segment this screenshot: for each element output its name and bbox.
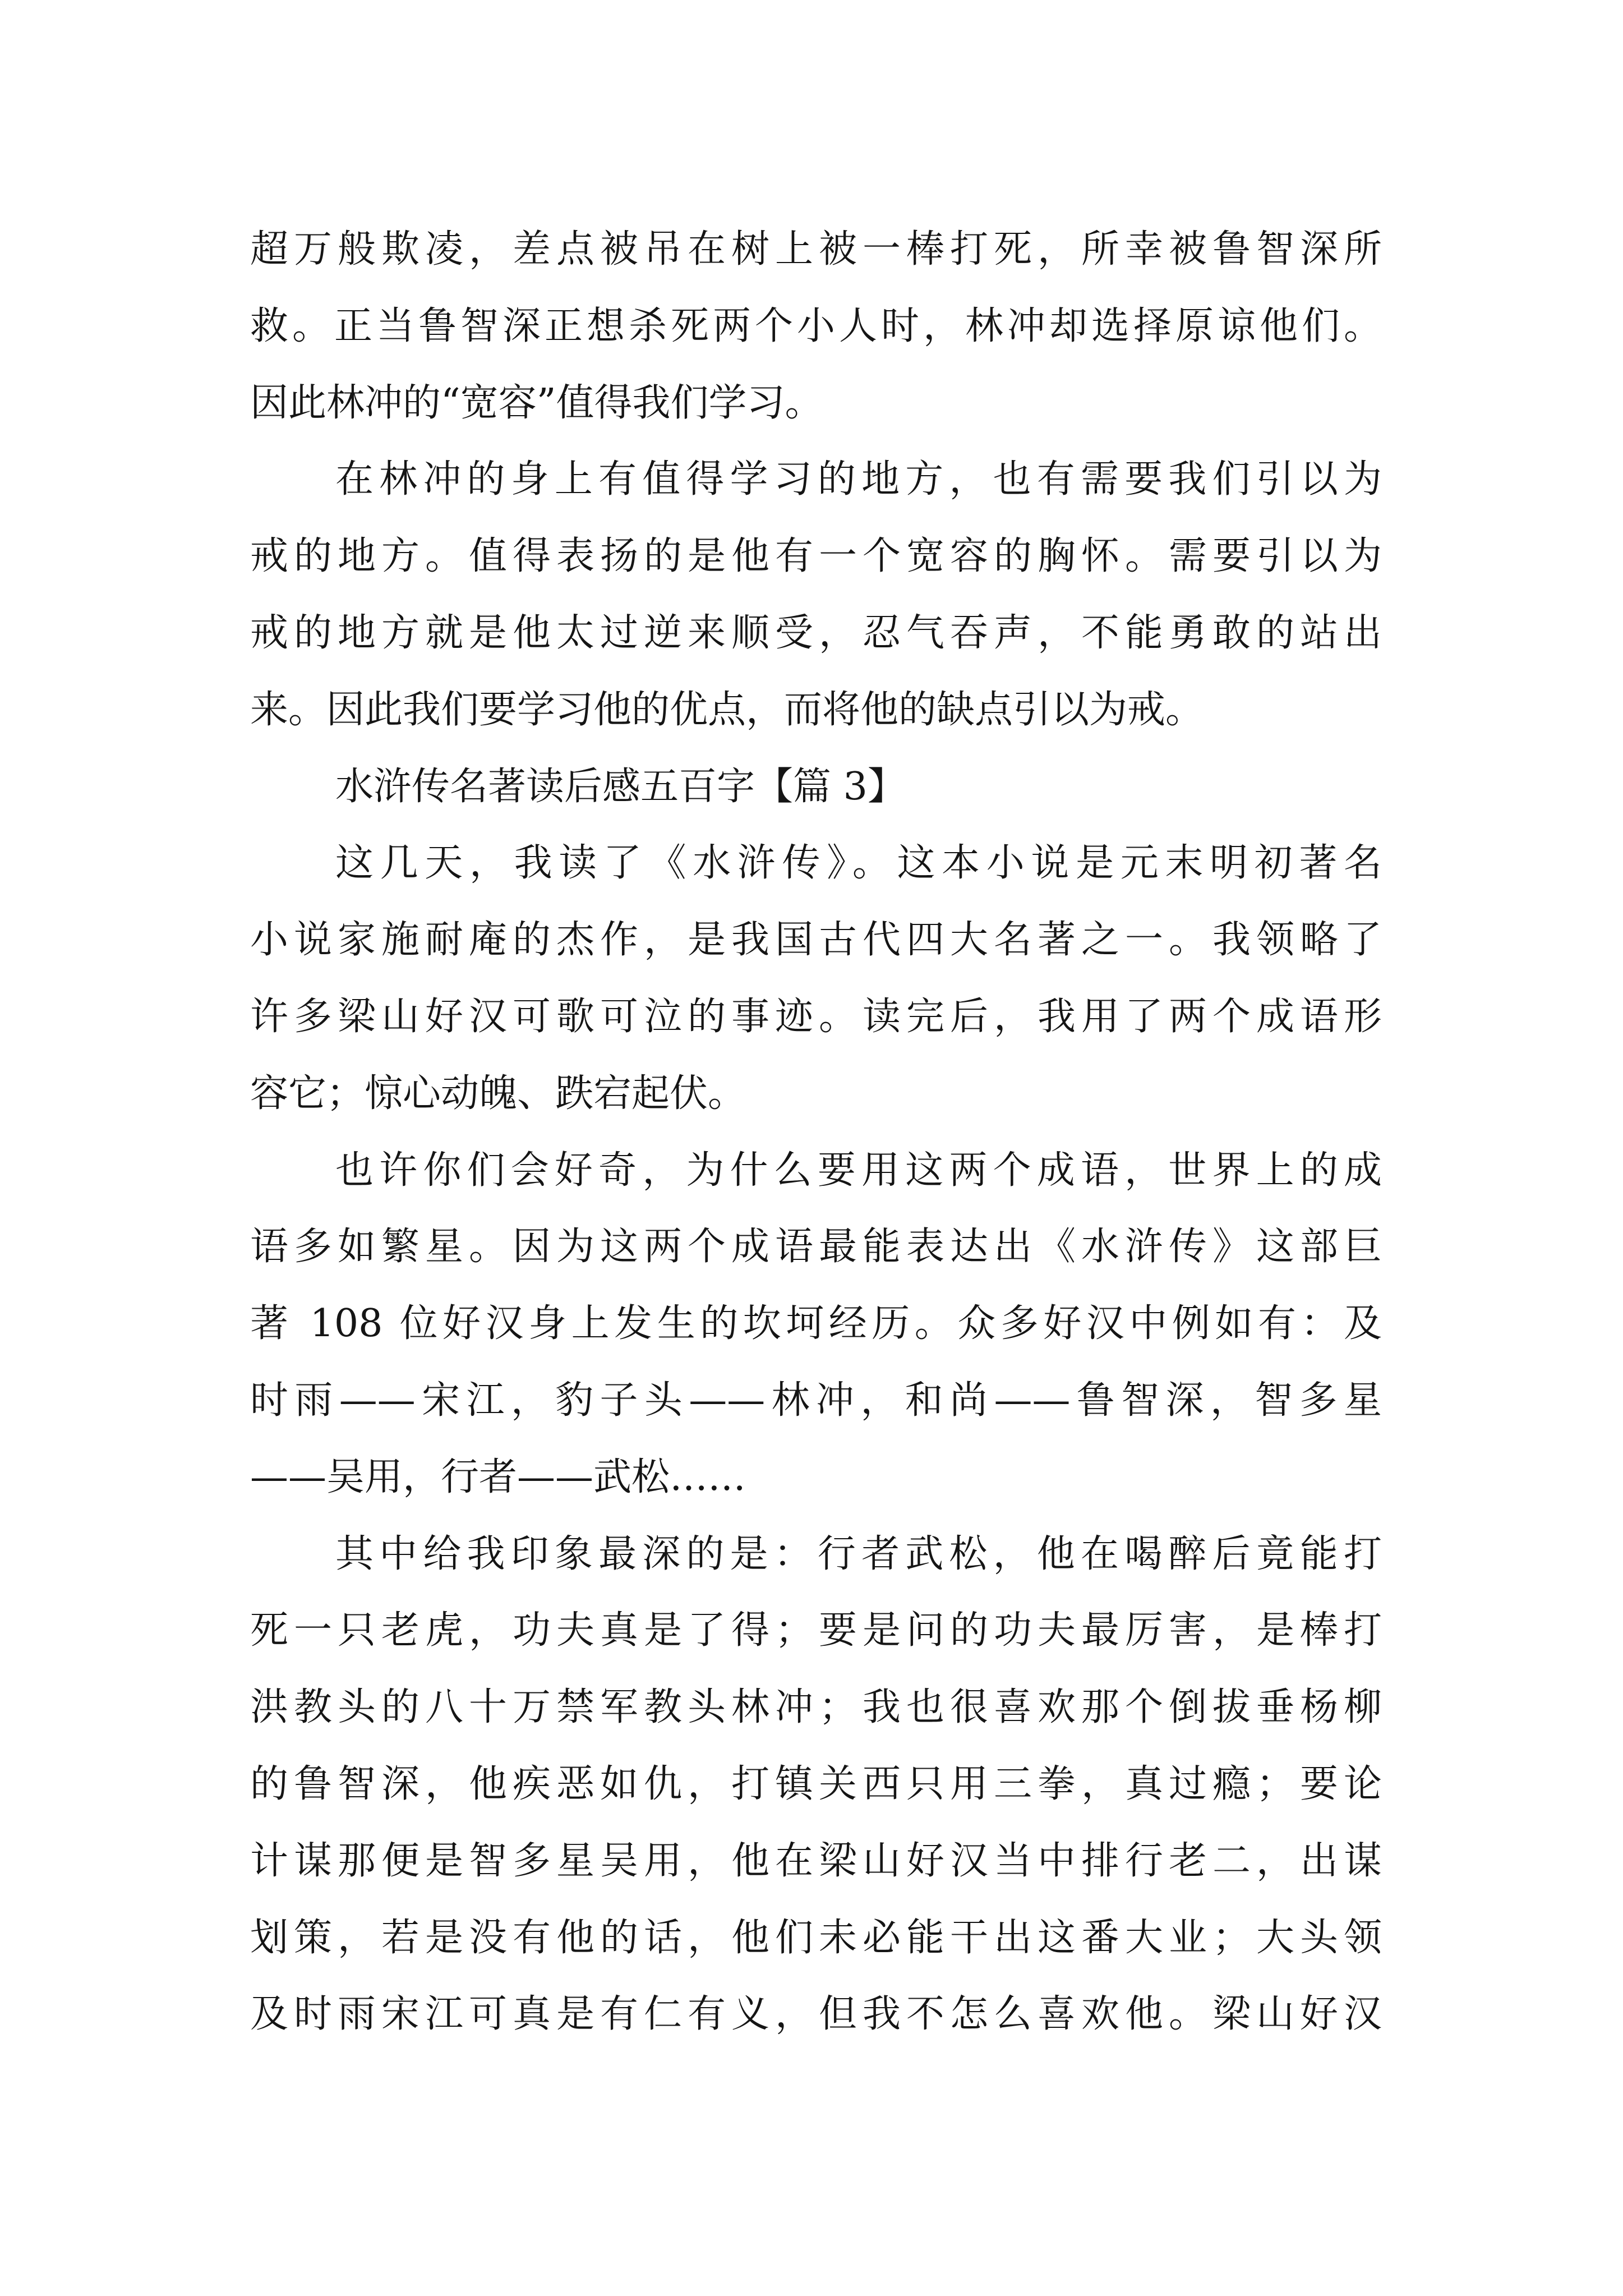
text-line: ——吴用，行者——武松…… xyxy=(250,1455,746,1499)
text-line: 时雨——宋江，豹子头——林冲，和尚——鲁智深，智多星 xyxy=(250,1378,1382,1423)
text-line: 著 108 位好汉身上发生的坎坷经历。众多好汉中例如有：及 xyxy=(250,1301,1382,1346)
text-line: 语多如繁星。因为这两个成语最能表达出《水浒传》这部巨 xyxy=(250,1225,1382,1269)
section-heading: 水浒传名著读后感五百字【篇 3】 xyxy=(335,764,906,809)
text-line: 在林冲的身上有值得学习的地方，也有需要我们引以为 xyxy=(335,457,1382,502)
text-line: 因此林冲的“宽容”值得我们学习。 xyxy=(250,380,823,425)
text-line: 这几天，我读了《水浒传》。这本小说是元末明初著名 xyxy=(335,841,1382,886)
text-line: 计谋那便是智多星吴用，他在梁山好汉当中排行老二，出谋 xyxy=(250,1838,1382,1883)
text-line: 救。正当鲁智深正想杀死两个小人时，林冲却选择原谅他们。 xyxy=(250,303,1382,348)
paragraph xyxy=(250,825,1382,1132)
text-line: 的鲁智深，他疾恶如仇，打镇关西只用三拳，真过瘾；要论 xyxy=(250,1761,1382,1806)
paragraph xyxy=(250,211,1382,441)
paragraph xyxy=(250,1133,1382,1516)
text-line: 戒的地方。值得表扬的是他有一个宽容的胸怀。需要引以为 xyxy=(250,534,1382,579)
text-line: 许多梁山好汉可歌可泣的事迹。读完后，我用了两个成语形 xyxy=(250,994,1382,1039)
text-line: 死一只老虎，功夫真是了得；要是问的功夫最厉害，是棒打 xyxy=(250,1608,1382,1653)
text-line: 也许你们会好奇，为什么要用这两个成语，世界上的成 xyxy=(335,1148,1382,1193)
text-line: 划策，若是没有他的话，他们未必能干出这番大业；大头领 xyxy=(250,1915,1382,1960)
text-line: 洪教头的八十万禁军教头林冲；我也很喜欢那个倒拔垂杨柳 xyxy=(250,1685,1382,1730)
text-line: 来。因此我们要学习他的优点，而将他的缺点引以为戒。 xyxy=(250,687,1204,732)
paragraph xyxy=(250,441,1382,748)
text-line: 及时雨宋江可真是有仁有义，但我不怎么喜欢他。梁山好汉 xyxy=(250,1992,1382,2037)
text-line: 超万般欺凌，差点被吊在树上被一棒打死，所幸被鲁智深所 xyxy=(250,227,1382,272)
document-body xyxy=(250,211,1382,2053)
paragraph xyxy=(250,1516,1382,2054)
text-line: 容它；惊心动魄、跌宕起伏。 xyxy=(250,1071,746,1116)
text-line: 其中给我印象最深的是：行者武松，他在喝醉后竟能打 xyxy=(335,1531,1382,1576)
text-line: 戒的地方就是他太过逆来顺受，忍气吞声，不能勇敢的站出 xyxy=(250,610,1382,655)
text-line: 小说家施耐庵的杰作，是我国古代四大名著之一。我领略了 xyxy=(250,918,1382,963)
